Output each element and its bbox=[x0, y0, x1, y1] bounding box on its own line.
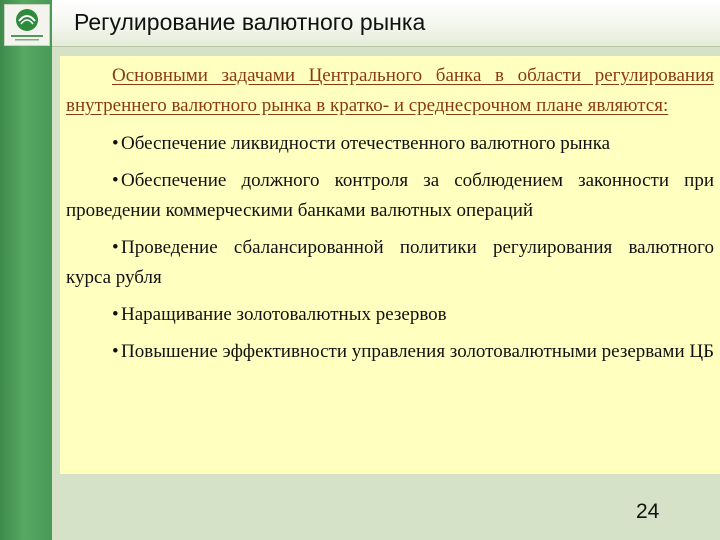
left-sidebar-stripe bbox=[0, 0, 52, 540]
bullet-text: Обеспечение должного контроля за соблюдением законности при проведении коммерческими банками валютных операций bbox=[66, 170, 714, 221]
bullet-marker: • bbox=[112, 304, 119, 325]
bullet-item bbox=[66, 166, 714, 226]
bank-logo-icon bbox=[4, 4, 50, 46]
bullet-text: Обеспечение ликвидности отечественного валютного рынка bbox=[121, 133, 611, 154]
bullet-marker: • bbox=[112, 341, 119, 362]
page-number: 24 bbox=[636, 500, 660, 523]
bullet-marker: • bbox=[112, 170, 119, 191]
content-box bbox=[60, 56, 720, 474]
bullet-text: Наращивание золотовалютных резервов bbox=[121, 304, 447, 325]
bullet-item bbox=[66, 337, 714, 367]
slide-title: Регулирование валютного рынка bbox=[74, 9, 426, 35]
intro-paragraph: Основными задачами Центрального банка в области регулирования внутреннего валютного рынка в кратко- и среднесрочном плане являются: bbox=[66, 65, 714, 116]
bullet-item bbox=[66, 233, 714, 293]
bullet-text: Проведение сбалансированной политики регулирования валютного курса рубля bbox=[66, 237, 714, 288]
bullet-item bbox=[66, 300, 714, 330]
bullet-marker: • bbox=[112, 133, 119, 154]
bullet-item bbox=[66, 129, 714, 159]
slide-header bbox=[52, 0, 720, 47]
bullet-text: Повышение эффективности управления золотовалютными резервами ЦБ bbox=[121, 341, 714, 362]
bullet-marker: • bbox=[112, 237, 119, 258]
